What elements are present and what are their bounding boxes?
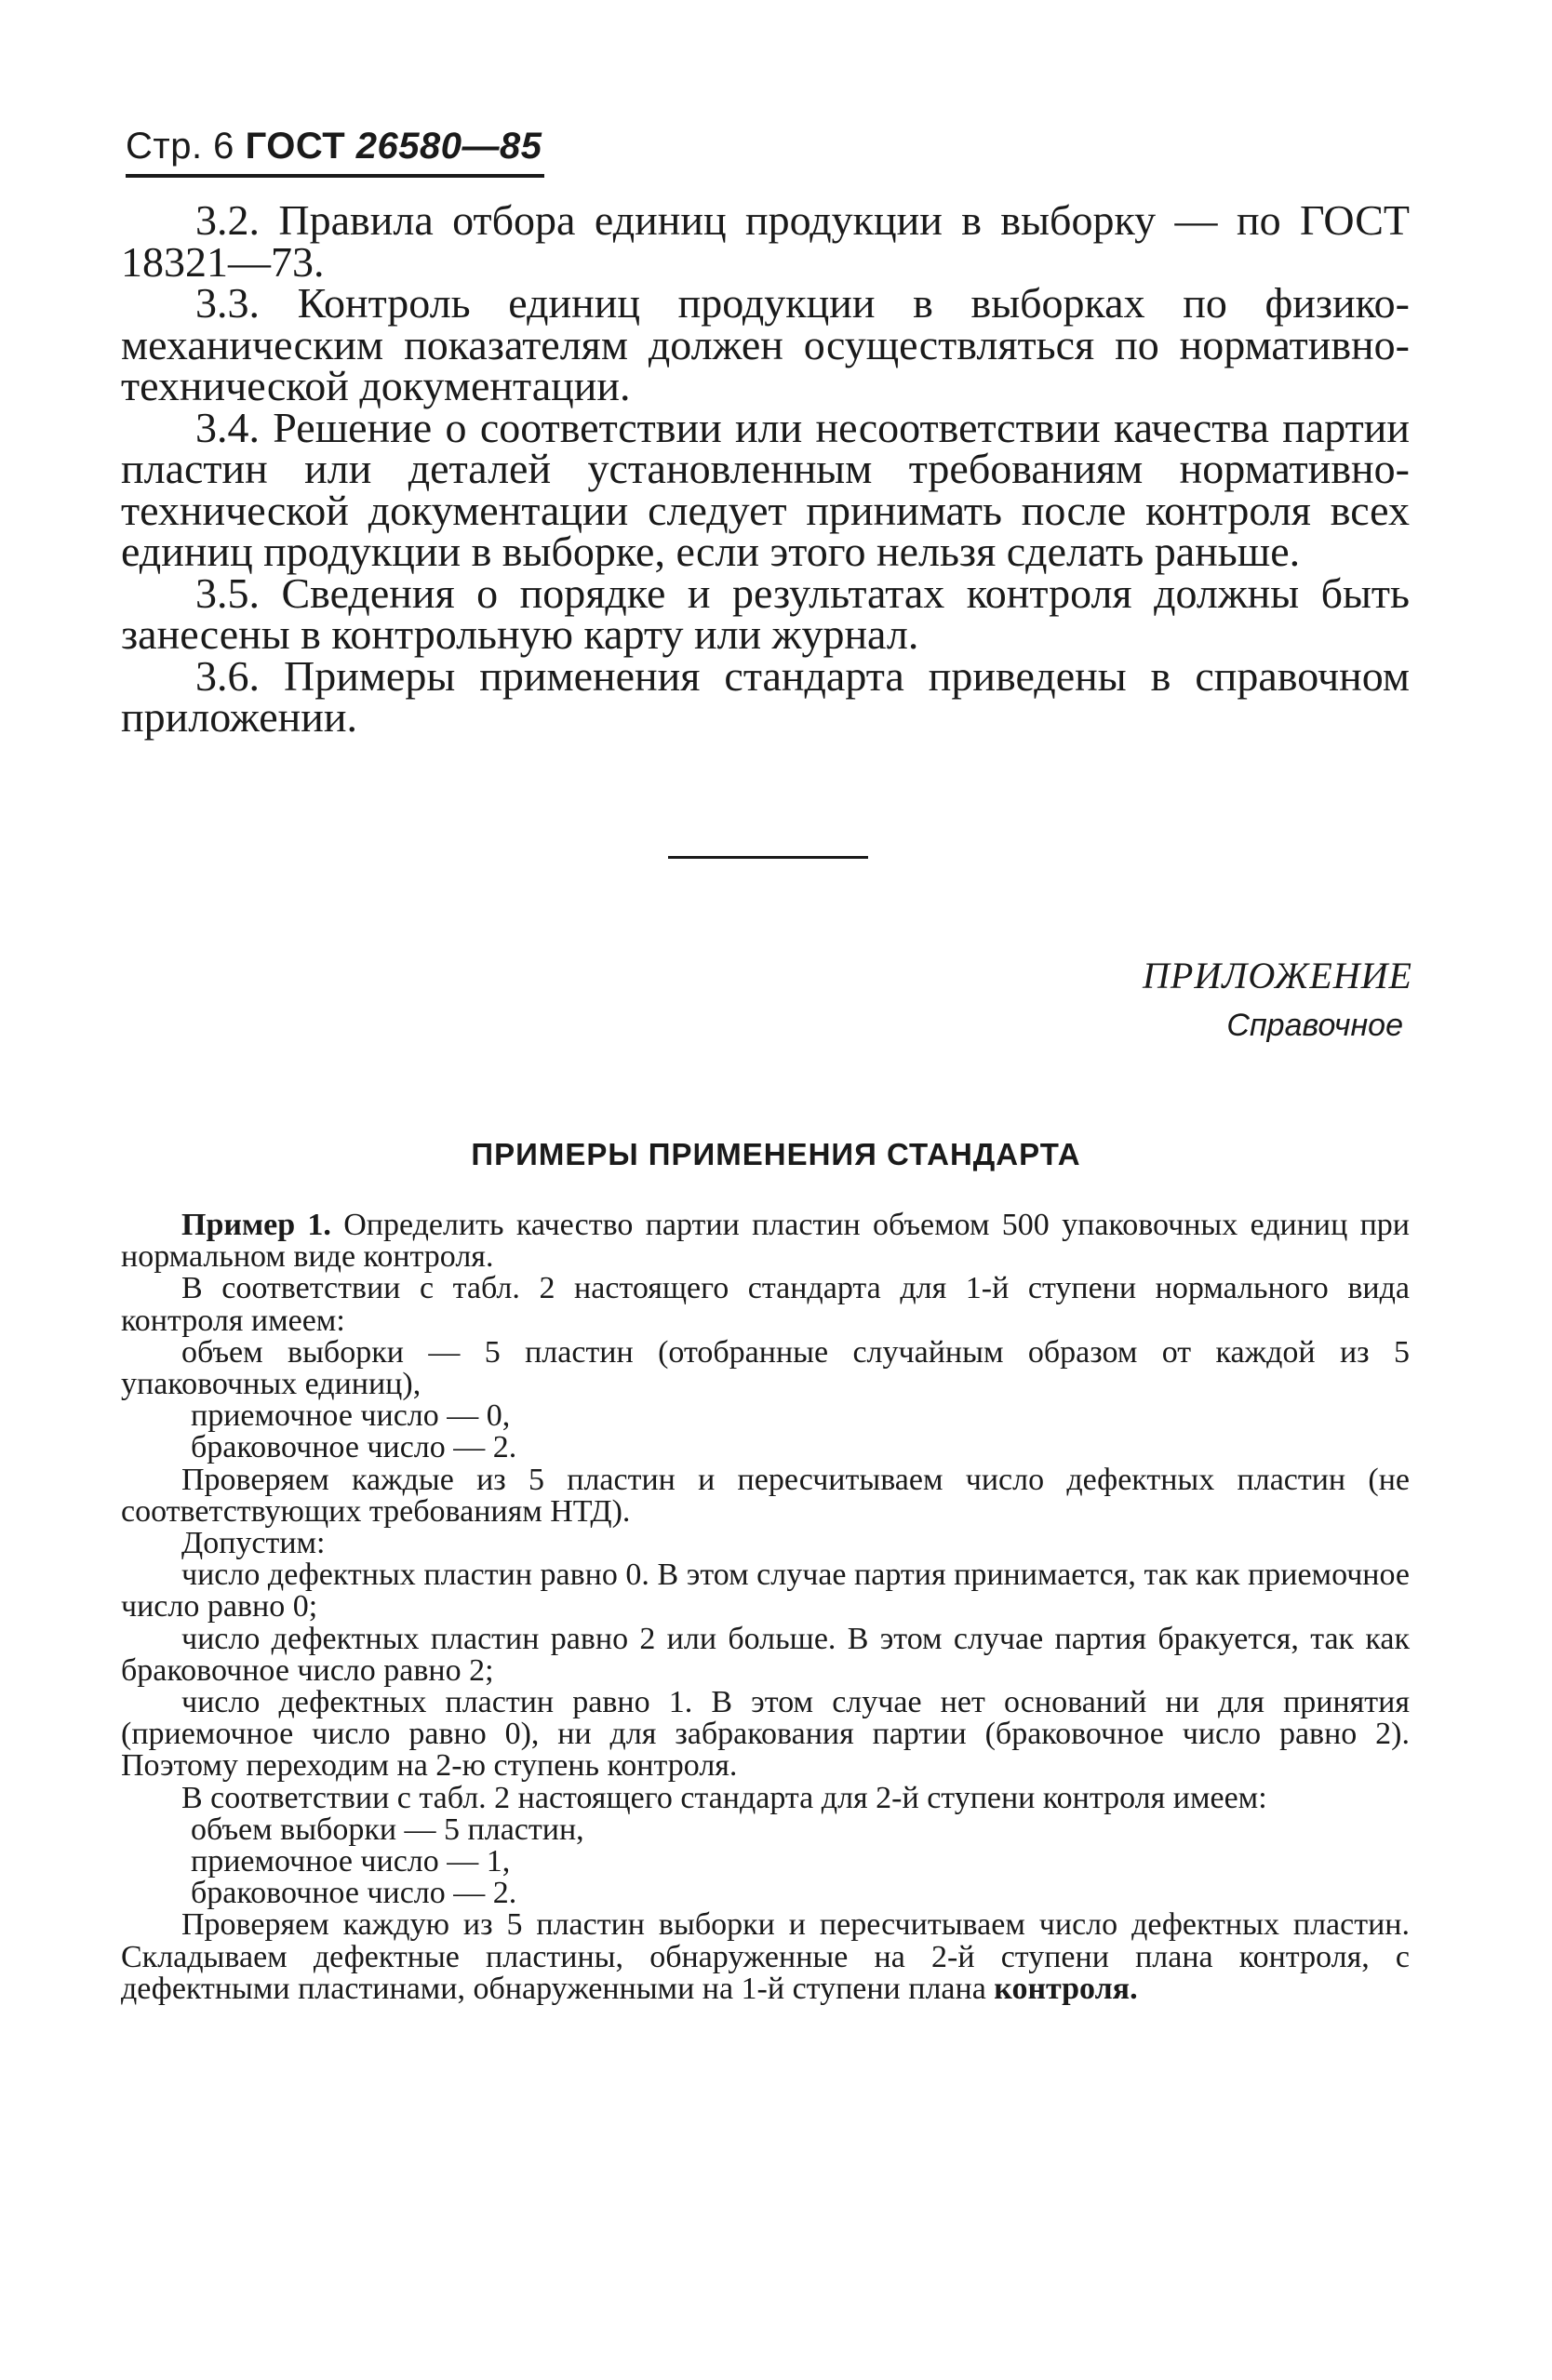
appendix-subtitle: Справочное bbox=[1226, 1008, 1403, 1043]
paragraph: число дефектных пластин равно 0. В этом случае партия принимается, так как приемочное число равно 0; bbox=[121, 1558, 1410, 1625]
paragraph: браковочное число — 2. bbox=[191, 1876, 517, 1911]
clause-3-4: 3.4. Решение о соответствии или несоответствии качества партии пластин или деталей установленным требованиям нормативно-технической документации следует принимать после контроля всех единиц продукции в выборке, если этого нельзя сделать раньше. bbox=[121, 403, 1410, 575]
standard-name: ГОСТ bbox=[245, 126, 346, 167]
appendix-title: ПРИЛОЖЕНИЕ bbox=[1143, 955, 1412, 996]
header-underline bbox=[126, 174, 544, 178]
paragraph: объем выборки — 5 пластин (отобранные случайным образом от каждой из 5 упаковочных единиц), bbox=[121, 1334, 1410, 1402]
section-divider bbox=[668, 856, 868, 859]
example-1-text: Определить качество партии пластин объемом 500 упаковочных единиц при нормальном виде контроля. bbox=[121, 1208, 1411, 1275]
paragraph: В соответствии с табл. 2 настоящего стандарта для 1-й ступени нормального вида контроля имеем: bbox=[121, 1271, 1410, 1338]
clause-3-6: 3.6. Примеры применения стандарта приведены в справочном приложении. bbox=[121, 651, 1410, 741]
paragraph: браковочное число — 2. bbox=[191, 1430, 517, 1465]
example-1-paragraph bbox=[121, 1210, 1410, 1273]
paragraph: Проверяем каждые из 5 пластин и пересчитываем число дефектных пластин (не соответствующих требованиям НТД). bbox=[121, 1462, 1410, 1529]
example-1-label: Пример 1. bbox=[181, 1208, 331, 1242]
page-header bbox=[126, 126, 542, 167]
paragraph: Допустим: bbox=[181, 1526, 326, 1561]
paragraph-final bbox=[121, 1909, 1410, 2005]
clause-3-2: 3.2. Правила отбора единиц продукции в выборку — по ГОСТ 18321—73. bbox=[121, 196, 1410, 286]
clause-3-3: 3.3. Контроль единиц продукции в выборках по физико-механическим показателям должен осуществляться по нормативно-технической документации. bbox=[121, 279, 1410, 409]
final-word: контроля. bbox=[994, 1971, 1138, 2006]
paragraph: число дефектных пластин равно 1. В этом случае нет оснований ни для принятия (приемочное число равно 0), ни для забракования партии (браковочное число равно 2). Поэтому переходим на 2-ю ступень контроля. bbox=[121, 1685, 1410, 1784]
section-3-clauses bbox=[121, 196, 1410, 741]
paragraph: В соответствии с табл. 2 настоящего стандарта для 2-й ступени контроля имеем: bbox=[181, 1780, 1267, 1815]
paragraph: число дефектных пластин равно 2 или больше. В этом случае партия бракуется, так как браковочное число равно 2; bbox=[121, 1621, 1410, 1688]
paragraph: приемочное число — 1, bbox=[191, 1844, 511, 1879]
standard-number: 26580—85 bbox=[355, 126, 542, 167]
page-label: Стр. 6 bbox=[126, 126, 234, 167]
paragraph: приемочное число — 0, bbox=[191, 1398, 511, 1434]
examples-heading: ПРИМЕРЫ ПРИМЕНЕНИЯ СТАНДАРТА bbox=[471, 1137, 1081, 1171]
final-text: Проверяем каждую из 5 пластин выборки и пересчитываем число дефектных пластин. Складываем дефектные пластины, обнаруженные на 2-й ступени плана контроля, с дефектными пластинами, обнаруженными на 1-й ступени плана bbox=[121, 1907, 1410, 2006]
examples-body bbox=[121, 1210, 1410, 2005]
clause-3-5: 3.5. Сведения о порядке и результатах контроля должны быть занесены в контрольную карту или журнал. bbox=[121, 568, 1410, 658]
paragraph: объем выборки — 5 пластин, bbox=[191, 1812, 584, 1847]
